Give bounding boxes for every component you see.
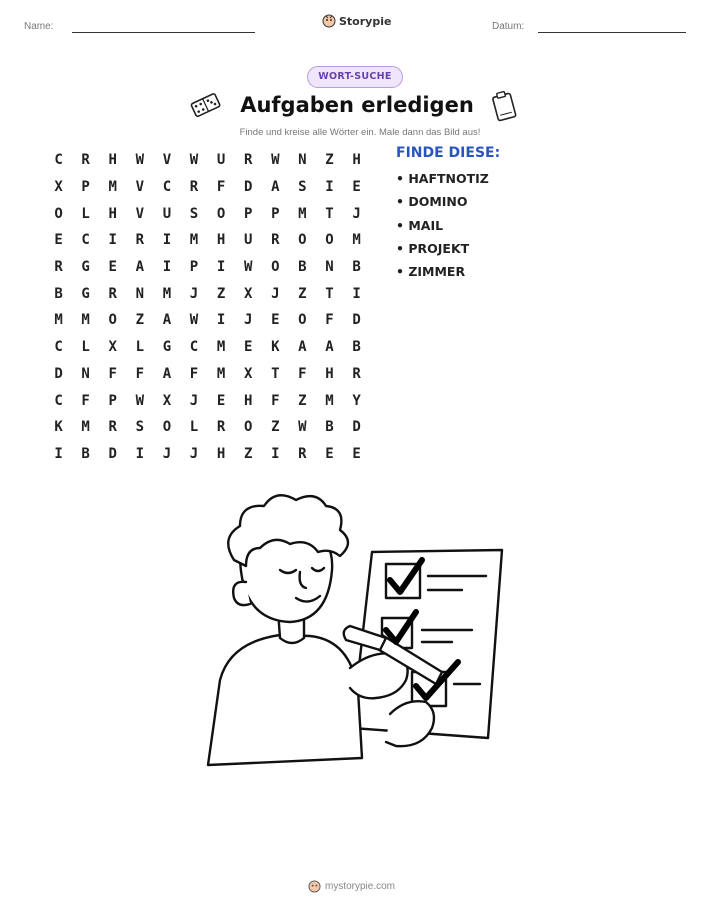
grid-letter: J [352, 205, 361, 222]
grid-letter: F [298, 365, 307, 382]
grid-letter: R [298, 445, 307, 462]
grid-letter: I [108, 232, 117, 249]
grid-letter: R [108, 285, 117, 302]
grid-letter: O [54, 205, 63, 222]
grid-letter: Y [352, 392, 361, 409]
grid-letter: C [54, 392, 63, 409]
grid-letter: T [325, 205, 334, 222]
grid-row [45, 254, 370, 281]
grid-letter: B [54, 285, 63, 302]
grid-letter: X [243, 365, 253, 382]
word-search-grid [45, 147, 370, 467]
grid-letter: X [54, 179, 63, 196]
word-item: • MAIL [396, 217, 444, 233]
grid-letter: O [108, 312, 117, 329]
name-label: Name: [24, 21, 54, 32]
grid-letter: F [189, 365, 199, 382]
grid-letter: G [81, 285, 90, 302]
grid-letter: K [54, 419, 63, 436]
grid-letter: I [162, 259, 172, 276]
word-item: • ZIMMER [396, 264, 466, 280]
grid-letter: B [325, 419, 334, 436]
grid-letter: O [162, 419, 172, 436]
grid-letter: H [108, 152, 117, 169]
grid-letter: P [271, 205, 280, 222]
grid-letter: I [325, 179, 334, 196]
grid-letter: W [135, 152, 145, 169]
grid-letter: S [135, 419, 145, 436]
grid-letter: T [325, 285, 334, 302]
grid-letter: F [216, 179, 226, 196]
grid-letter: W [298, 419, 307, 436]
brand-logo [322, 14, 391, 28]
grid-letter: I [352, 285, 361, 302]
grid-letter: M [162, 285, 172, 302]
grid-letter: L [135, 339, 145, 356]
grid-letter: R [54, 259, 63, 276]
grid-letter: R [243, 152, 253, 169]
name-line [72, 32, 255, 33]
grid-letter: H [216, 445, 226, 462]
grid-letter: E [325, 445, 334, 462]
grid-letter: W [189, 312, 199, 329]
grid-letter: E [243, 339, 253, 356]
grid-letter: W [243, 259, 253, 276]
grid-letter: Z [271, 419, 280, 436]
grid-letter: W [271, 152, 280, 169]
grid-letter: M [216, 365, 226, 382]
grid-letter: U [216, 152, 226, 169]
grid-letter: S [189, 205, 199, 222]
grid-letter: H [325, 365, 334, 382]
grid-letter: H [243, 392, 253, 409]
grid-letter: Z [325, 152, 334, 169]
grid-letter: F [81, 392, 90, 409]
grid-letter: P [81, 179, 90, 196]
grid-letter: M [352, 232, 361, 249]
grid-letter: C [54, 339, 63, 356]
word-item: • PROJEKT [396, 240, 470, 256]
grid-letter: E [108, 259, 117, 276]
grid-letter: A [298, 339, 307, 356]
grid-letter: N [325, 259, 334, 276]
grid-letter: A [325, 339, 334, 356]
grid-letter: J [189, 392, 199, 409]
grid-row [45, 147, 370, 174]
grid-letter: A [271, 179, 280, 196]
grid-letter: R [352, 365, 361, 382]
grid-letter: J [271, 285, 280, 302]
grid-letter: M [325, 392, 334, 409]
grid-row [45, 280, 370, 307]
grid-letter: L [81, 205, 90, 222]
grid-letter: H [352, 152, 361, 169]
grid-letter: D [54, 365, 63, 382]
grid-letter: R [271, 232, 280, 249]
grid-letter: V [162, 152, 172, 169]
grid-row [45, 200, 370, 227]
grid-letter: X [108, 339, 117, 356]
grid-letter: N [81, 365, 90, 382]
grid-letter: P [243, 205, 253, 222]
grid-letter: S [298, 179, 307, 196]
grid-letter: E [216, 392, 226, 409]
grid-letter: R [135, 232, 145, 249]
grid-letter: V [135, 205, 145, 222]
grid-letter: O [298, 312, 307, 329]
word-list [396, 171, 489, 287]
grid-letter: R [189, 179, 199, 196]
brand-name: Storypie [339, 14, 392, 28]
footer-url: mystorypie.com [325, 881, 396, 892]
grid-letter: Z [216, 285, 226, 302]
grid-letter: J [243, 312, 253, 329]
grid-letter: O [216, 205, 226, 222]
grid-letter: F [325, 312, 334, 329]
grid-letter: B [81, 445, 90, 462]
grid-letter: A [162, 312, 172, 329]
domino-icon [190, 93, 222, 119]
page-title: Aufgaben erledigen [240, 93, 474, 117]
grid-letter: N [135, 285, 145, 302]
grid-letter: D [352, 419, 361, 436]
grid-letter: T [271, 365, 280, 382]
grid-letter: J [189, 285, 199, 302]
grid-letter: O [325, 232, 334, 249]
grid-letter: J [162, 445, 172, 462]
grid-letter: P [189, 259, 199, 276]
date-label: Datum: [492, 21, 525, 32]
grid-letter: E [271, 312, 280, 329]
grid-letter: B [352, 339, 361, 356]
footer-brand [308, 880, 395, 893]
grid-letter: C [189, 339, 199, 356]
grid-letter: F [271, 392, 280, 409]
grid-letter: I [54, 445, 63, 462]
grid-letter: W [189, 152, 199, 169]
grid-letter: R [81, 152, 90, 169]
grid-letter: N [298, 152, 307, 169]
grid-letter: H [216, 232, 226, 249]
grid-row [45, 387, 370, 414]
clipboard-icon [490, 90, 518, 122]
find-these-heading: FINDE DIESE: [396, 145, 501, 161]
grid-letter: M [54, 312, 63, 329]
grid-letter: E [54, 232, 63, 249]
grid-letter: D [352, 312, 361, 329]
grid-letter: Z [135, 312, 145, 329]
grid-letter: Z [298, 392, 307, 409]
grid-row [45, 174, 370, 201]
grid-letter: M [216, 339, 226, 356]
grid-letter: V [135, 179, 145, 196]
grid-row [45, 441, 370, 468]
grid-letter: U [162, 205, 172, 222]
grid-letter: E [352, 445, 361, 462]
grid-letter: L [189, 419, 199, 436]
grid-letter: C [54, 152, 63, 169]
grid-letter: R [216, 419, 226, 436]
grid-letter: G [162, 339, 172, 356]
grid-letter: O [243, 419, 253, 436]
grid-letter: X [162, 392, 172, 409]
grid-row [45, 334, 370, 361]
grid-letter: J [189, 445, 199, 462]
grid-letter: Z [243, 445, 253, 462]
grid-row [45, 361, 370, 388]
grid-letter: D [243, 179, 253, 196]
grid-letter: M [81, 312, 90, 329]
grid-letter: C [81, 232, 90, 249]
grid-letter: O [271, 259, 280, 276]
grid-letter: I [271, 445, 280, 462]
date-line [538, 32, 686, 33]
grid-letter: O [298, 232, 307, 249]
grid-row [45, 227, 370, 254]
grid-letter: B [352, 259, 361, 276]
grid-letter: R [108, 419, 117, 436]
word-item: • DOMINO [396, 194, 468, 210]
grid-letter: M [189, 232, 199, 249]
storypie-mascot-icon [308, 880, 321, 893]
grid-letter: G [81, 259, 90, 276]
grid-letter: W [135, 392, 145, 409]
grid-letter: I [216, 259, 226, 276]
grid-letter: F [135, 365, 145, 382]
grid-letter: C [162, 179, 172, 196]
grid-letter: L [81, 339, 90, 356]
grid-letter: E [352, 179, 361, 196]
grid-letter: Z [298, 285, 307, 302]
worksheet-type-badge: WORT-SUCHE [307, 66, 403, 88]
grid-letter: M [298, 205, 307, 222]
grid-letter: I [162, 232, 172, 249]
grid-letter: U [243, 232, 253, 249]
grid-letter: D [108, 445, 117, 462]
grid-letter: H [108, 205, 117, 222]
grid-letter: I [135, 445, 145, 462]
grid-letter: M [108, 179, 117, 196]
grid-letter: P [108, 392, 117, 409]
word-item: • HAFTNOTIZ [396, 171, 489, 186]
grid-letter: X [243, 285, 253, 302]
instructions: Finde und kreise alle Wörter ein. Male dann das Bild aus! [239, 127, 481, 138]
grid-row [45, 307, 370, 334]
boy-with-checklist-illustration [200, 490, 510, 780]
storypie-mascot-icon [322, 14, 336, 28]
grid-letter: K [271, 339, 280, 356]
grid-letter: F [108, 365, 117, 382]
grid-row [45, 414, 370, 441]
grid-letter: A [162, 365, 172, 382]
grid-letter: A [135, 259, 145, 276]
grid-letter: I [216, 312, 226, 329]
grid-letter: M [81, 419, 90, 436]
grid-letter: B [298, 259, 307, 276]
